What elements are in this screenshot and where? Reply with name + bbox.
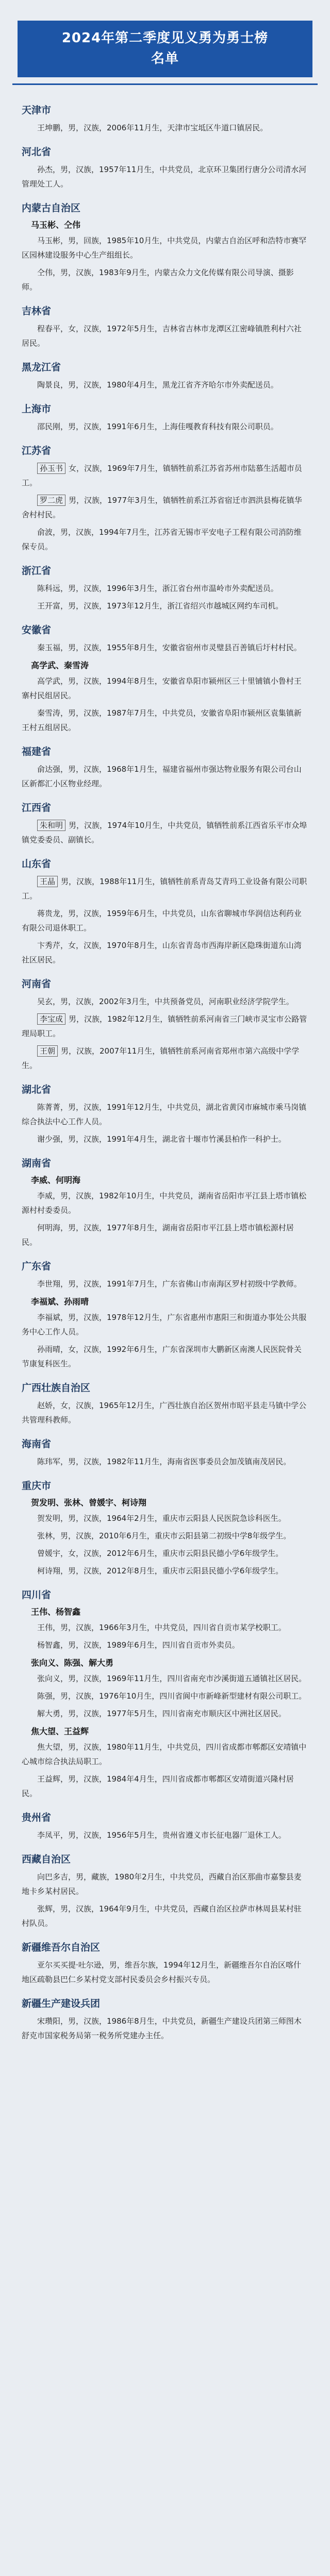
honoree-entry [22,1958,308,1987]
group-title: 李福斌、孙雨晴 [31,1297,89,1307]
region-section [22,1156,308,1249]
region-section [22,103,308,135]
honoree-entry [22,938,308,967]
honoree-text: 邵民刚，男，汉族，1991年6月生，上海佳嘎教育科技有限公司职员。 [37,422,278,431]
honoree-entry [22,1740,308,1769]
group-title: 张向义、陈强、解大勇 [31,1658,114,1668]
honoree-text: 宋瓒阳，男，汉族，1986年8月生，中共党员，新疆生产建设兵团第三师图木舒克市国家税务局第一税务所党建办主任。 [22,2016,302,2040]
honoree-entry [22,1454,308,1469]
region-section [22,1259,308,1371]
region-section [22,856,308,967]
region-heading: 广西壮族自治区 [22,1382,91,1394]
region-heading: 浙江省 [22,565,52,577]
honoree-entry [22,1689,308,1703]
region-heading: 湖南省 [22,1158,52,1169]
honoree-text: 孙杰，男，汉族，1957年11月生，中共党员，北京环卫集团行唐分公司清水河管理处工人。 [22,165,307,189]
honoree-entry [22,265,308,294]
honoree-entry [22,378,308,392]
region-section [22,1478,308,1578]
honoree-text: 柯诗翔，男，汉族，2012年8月生，重庆市云阳县民德小学6年级学生。 [37,1566,284,1575]
honoree-text: 李世翔，男，汉族，1991年7月生，广东省佛山市南海区罗村初级中学教师。 [37,1279,302,1289]
honoree-text: 谢少强，男，汉族，1991年4月生，湖北省十堰市竹溪县柏作一科护士。 [37,1134,286,1144]
region-heading: 新疆维吾尔自治区 [22,1942,101,1953]
region-section [22,1436,308,1469]
deceased-name-box: 罗二虎 [37,495,65,506]
list-content [12,85,318,2043]
honoree-text: 马玉彬，男，回族，1985年10月生，中共党员，内蒙古自治区呼和浩特市赛罕区园林建设服务中心生产组组长。 [22,236,307,260]
honoree-text: 李凤平，男，汉族，1956年5月生，贵州省遵义市长征电器厂退休工人。 [37,1831,286,1840]
title-banner [18,21,312,77]
honoree-entry [22,1772,308,1801]
honoree-entry [22,1044,308,1073]
honoree-text: 男，汉族，2007年11月生，镇牺牲前系河南省郑州市第六高级中学学生。 [22,1046,300,1070]
honoree-entry [22,818,308,847]
region-heading: 天津市 [22,105,52,116]
honoree-text: 男，汉族，1982年12月生，镇牺牲前系河南省三门峡市灵宝市公路管理局职工。 [22,1014,307,1038]
group-title: 焦大望、王益辉 [31,1726,89,1736]
region-heading: 安徽省 [22,624,52,636]
honoree-text: 程春平，女，汉族，1972年5月生，吉林省吉林市龙潭区江密峰镇胜利村六社居民。 [22,324,302,348]
region-heading: 新疆生产建设兵团 [22,1998,101,2009]
honoree-entry [22,1620,308,1635]
honoree-entry [22,674,308,703]
region-heading: 内蒙古自治区 [22,202,81,214]
honoree-entry [22,640,308,655]
region-section [22,401,308,434]
region-heading: 重庆市 [22,1480,52,1492]
region-section [22,1852,308,1930]
region-heading: 上海市 [22,403,52,415]
honoree-entry [22,461,308,490]
honoree-entry [22,493,308,522]
honoree-text: 卞秀芹，女，汉族，1970年8月生，山东省青岛市西海岸新区隐珠街道东山湾社区居民。 [22,941,302,964]
honoree-text: 王开富，男，汉族，1973年12月生，浙江省绍兴市越城区网约车司机。 [37,601,284,611]
honoree-text: 张林，男，汉族，2010年6月生，重庆市云阳县第二初级中学8年级学生。 [37,1531,291,1540]
honoree-entry [22,233,308,262]
region-heading: 湖北省 [22,1084,52,1095]
group-title: 王伟、杨智鑫 [31,1607,81,1617]
honoree-entry [22,2014,308,2043]
honoree-text: 蒋贵龙，男，汉族，1959年6月生，中共党员，山东省聊城市华润信达利药业有限公司退休职工。 [22,909,302,933]
honoree-text: 秦玉福，男，汉族，1955年8月生，安徽省宿州市灵璧县百善镇后圩村村民。 [37,643,302,652]
region-section [22,563,308,613]
honoree-text: 俞波，男，汉族，1994年7月生，江苏省无锡市平安电子工程有限公司消防维保专员。 [22,528,302,551]
honoree-entry [22,1529,308,1543]
region-section [22,1996,308,2043]
region-section [22,200,308,294]
honoree-entry [22,525,308,554]
honoree-entry [22,162,308,191]
honoree-entry [22,1546,308,1561]
honoree-text: 赵娇，女，汉族，1965年12月生，广西壮族自治区贺州市昭平县走马镇中学公共管理科教师。 [22,1401,307,1425]
honoree-text: 男，汉族，1977年3月生，镇牺牲前系江苏省宿迁市泗洪县梅花镇华舍村村民。 [22,496,302,519]
honoree-text: 吴玄，男，汉族，2002年3月生，中共预备党员，河南职业经济学院学生。 [37,997,294,1006]
deceased-name-box: 孙玉书 [37,463,65,474]
honoree-text: 向巴多吉，男，藏族，1980年2月生，中共党员，西藏自治区那曲市嘉黎县麦地卡乡某村居民。 [22,1872,302,1896]
honoree-text: 李威，男，汉族，1982年10月生，中共党员，湖南省岳阳市平江县上塔市镇松源村村委委员。 [22,1191,307,1215]
honoree-text: 曾媛宇，女，汉族，2012年6月生，重庆市云阳县民德小学6年级学生。 [37,1549,284,1558]
honoree-text: 高学武，男，汉族，1994年8月生，安徽省阜阳市颍州区三十里铺镇小鲁村王寨村民组居民。 [22,676,302,700]
honoree-text: 李福斌，男，汉族，1978年12月生，广东省惠州市惠阳三和街道办事处公共服务中心工作人员。 [22,1313,307,1336]
honoree-entry [22,121,308,135]
region-section [22,976,308,1073]
region-section [22,800,308,847]
honoree-text: 男，汉族，1974年10月生，中共党员，镇牺牲前系江西省乐平市众埠镇党委委员、副镇长。 [22,821,307,844]
deceased-name-box: 朱和明 [37,820,65,831]
honoree-text: 陈科远，男，汉族，1996年3月生，浙江省台州市温岭市外卖配送员。 [37,584,278,593]
region-section [22,303,308,350]
honoree-entry [22,1870,308,1899]
group-title: 高学武、秦雪涛 [31,660,89,670]
honoree-text: 秦雪涛，男，汉族，1987年7月生，中共党员，安徽省阜阳市颍州区袁集镇新王村五组居民。 [22,708,302,732]
region-heading: 四川省 [22,1589,52,1601]
honoree-text: 贺发明，男，汉族，1964年2月生，重庆市云阳县人民医院急诊科医生。 [37,1514,286,1523]
region-section [22,360,308,392]
deceased-name-box: 李宝成 [37,1013,65,1025]
honoree-entry [22,874,308,903]
honoree-entry [22,1902,308,1930]
region-heading: 福建省 [22,746,52,757]
region-heading: 广东省 [22,1261,52,1272]
honoree-text: 张向义，男，汉族，1969年11月生，四川省南充市沙溪街道五通镇社区居民。 [37,1674,307,1683]
region-heading: 河南省 [22,978,52,990]
region-heading: 河北省 [22,146,52,158]
region-section [22,1082,308,1146]
group-title: 贺发明、张林、曾媛宇、柯诗翔 [31,1498,147,1507]
honoree-text: 焦大望，男，汉族，1980年11月生，中共党员，四川省成都市郫都区安靖镇中心城市综合执法局职工。 [22,1742,307,1766]
honoree-text: 陈菁菁，男，汉族，1991年12月生，中共党员，湖北省黄冈市麻城市乘马岗镇综合执法中心工作人员。 [22,1103,307,1126]
region-section [22,144,308,191]
region-section [22,443,308,554]
honoree-entry [22,1706,308,1721]
honoree-entry [22,1564,308,1578]
region-section [22,1940,308,1987]
top-spacer [12,0,318,21]
honoree-text: 孙雨晴，女，汉族，1992年6月生，广东省深圳市大鹏新区南澳人民医院骨关节康复科医生。 [22,1345,302,1368]
honoree-text: 亚尔买买提·吐尔逊，男，维吾尔族，1994年12月生，新疆维吾尔自治区喀什地区疏勒县巴仁乡某村党支部村民委员会乡村振兴专员。 [22,1960,302,1984]
honoree-entry [22,706,308,735]
honoree-entry [22,1221,308,1249]
honoree-entry [22,1012,308,1041]
honoree-entry [22,1511,308,1526]
honoree-entry [22,994,308,1009]
group-title: 马玉彬、仝伟 [31,220,81,230]
honoree-entry [22,1671,308,1686]
region-section [22,744,308,791]
honoree-entry [22,906,308,935]
title-line-2: 名单 [151,51,179,66]
honoree-entry [22,1398,308,1427]
honoree-text: 杨智鑫，男，汉族，1989年6月生，四川省自贡市外卖员。 [37,1640,240,1650]
region-heading: 西藏自治区 [22,1854,71,1865]
honoree-text: 何明海，男，汉族，1977年8月生，湖南省岳阳市平江县上塔市镇松源村居民。 [22,1223,294,1247]
honoree-text: 仝伟，男，汉族，1983年9月生，内蒙古众力文化传媒有限公司导演、摄影师。 [22,268,294,292]
honoree-entry [22,1828,308,1842]
honoree-entry [22,321,308,350]
region-section [22,1587,308,1801]
honoree-text: 陶景良，男，汉族，1980年4月生，黑龙江省齐齐哈尔市外卖配送员。 [37,380,278,389]
region-heading: 江苏省 [22,445,52,456]
region-section [22,1810,308,1842]
honoree-text: 男，汉族，1988年11月生，镇牺牲前系青岛艾青玛工业设备有限公司职工。 [22,877,307,901]
deceased-name-box: 王朝 [37,1045,58,1057]
honoree-entry [22,1189,308,1217]
region-heading: 山东省 [22,858,52,870]
honoree-text: 王坤鹏，男，汉族，2006年11月生，天津市宝坻区牛道口镇居民。 [37,123,268,132]
group-title: 李威、何明海 [31,1175,81,1185]
honoree-entry [22,762,308,791]
honoree-text: 解大勇，男，汉族，1977年5月生，四川省南充市顺庆区中洲社区居民。 [37,1709,286,1718]
honoree-entry [22,1342,308,1371]
deceased-name-box: 王晶 [37,876,58,887]
honoree-entry [22,1277,308,1291]
honoree-text: 女，汉族，1969年7月生，镇牺牲前系江苏省苏州市陆慕生活超市员工。 [22,464,302,487]
region-section [22,622,308,735]
honoree-text: 王伟，男，汉族，1966年3月生，中共党员，四川省自贡市某学校职工。 [37,1623,286,1632]
honoree-text: 俞达强，男，汉族，1968年1月生，福建省福州市强达物业服务有限公司台山区新都汇小区物业经理。 [22,765,302,788]
honoree-entry [22,1638,308,1652]
honoree-text: 王益辉，男，汉族，1984年4月生，四川省成都市郫都区安靖街道兴隆村居民。 [22,1774,294,1798]
region-heading: 黑龙江省 [22,362,61,373]
honoree-entry [22,1100,308,1129]
honoree-entry [22,1310,308,1339]
honoree-entry [22,599,308,613]
honoree-entry [22,419,308,434]
honoree-text: 张辉，男，汉族，1964年9月生，中共党员，西藏自治区拉萨市林周县某村驻村队员。 [22,1904,302,1928]
region-heading: 江西省 [22,802,52,814]
honoree-entry [22,1132,308,1146]
region-heading: 海南省 [22,1438,52,1450]
honoree-text: 陈玮军，男，汉族，1982年11月生，海南省医事委员会加茂镇南茂居民。 [37,1457,291,1466]
region-heading: 吉林省 [22,306,52,317]
honoree-text: 陈强，男，汉族，1976年10月生，四川省阆中市新峰新型建材有限公司职工。 [37,1691,307,1701]
region-section [22,1380,308,1427]
honoree-entry [22,581,308,596]
region-heading: 贵州省 [22,1812,52,1823]
title-line-1: 2024年第二季度见义勇为勇士榜 [61,30,269,46]
